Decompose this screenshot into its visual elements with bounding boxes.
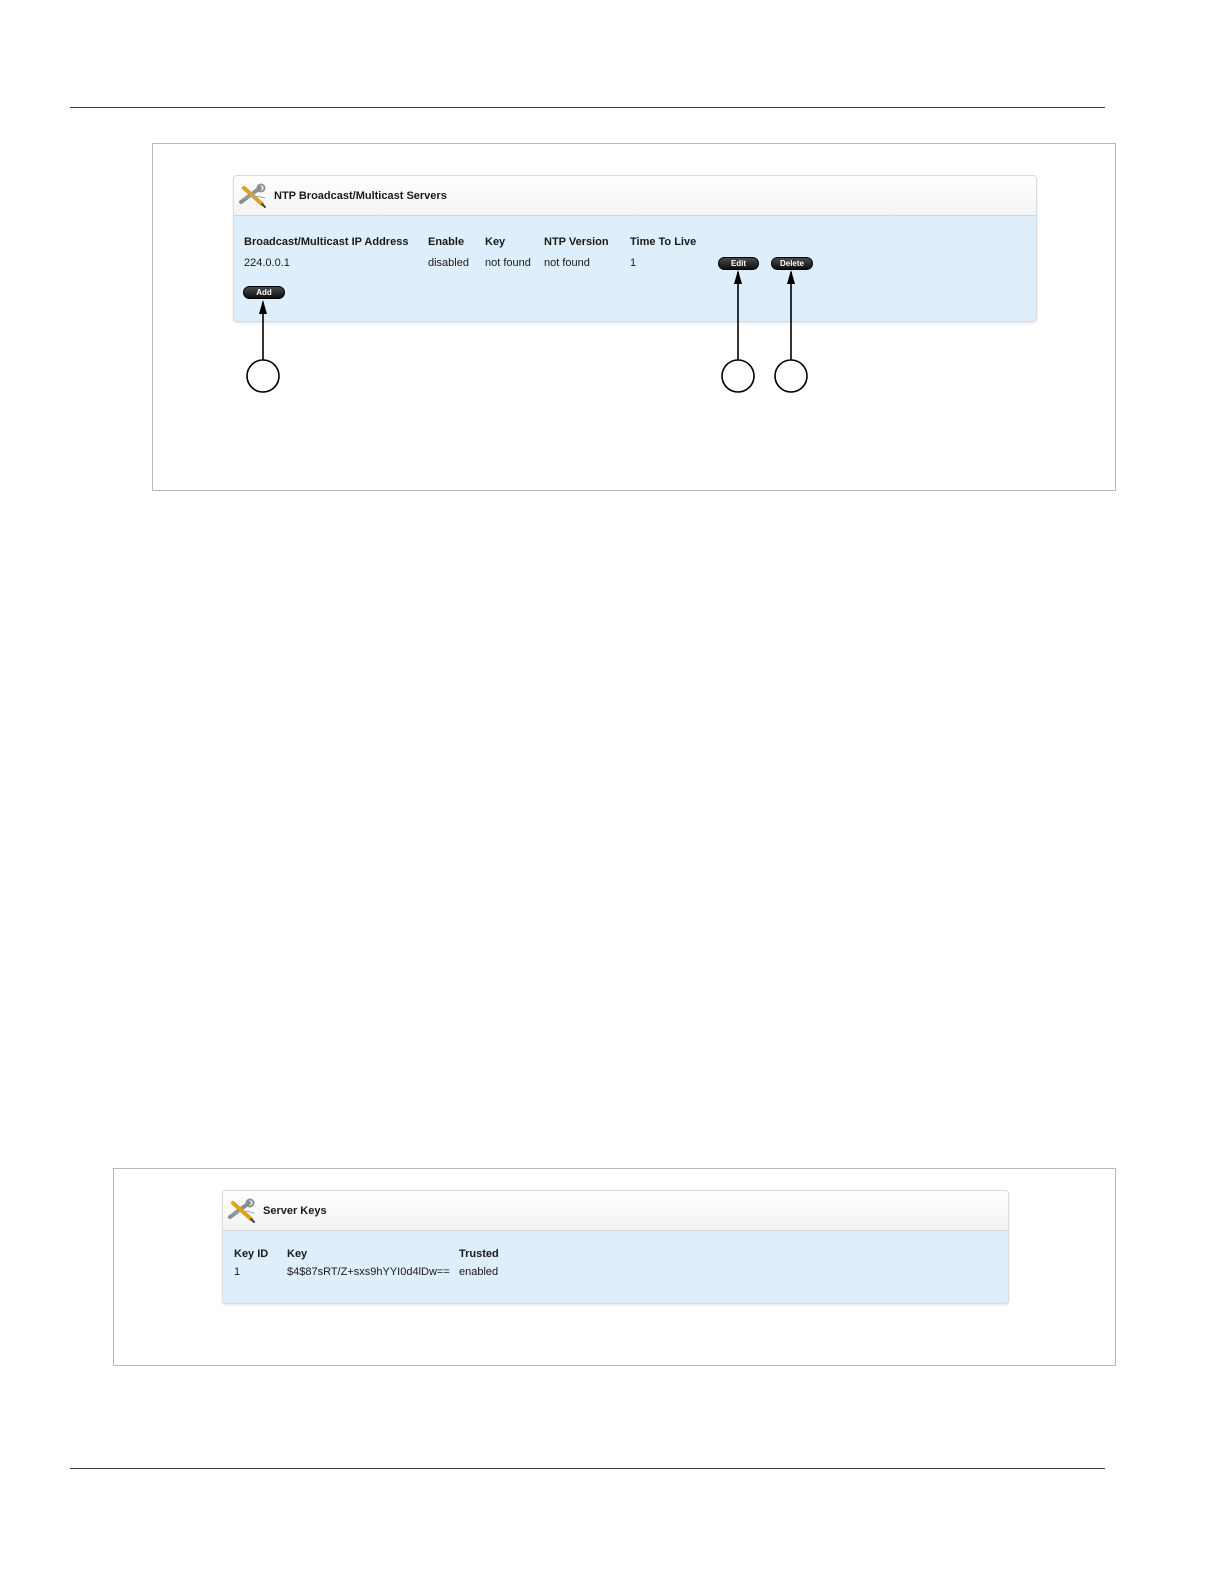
column-header-address: Broadcast/Multicast IP Address xyxy=(244,236,409,248)
panel-title: NTP Broadcast/Multicast Servers xyxy=(274,189,447,202)
column-header-enable: Enable xyxy=(428,236,465,248)
column-header-key: Key xyxy=(485,236,506,248)
add-button[interactable]: Add xyxy=(243,286,285,299)
panel-body xyxy=(234,216,1036,320)
column-header-key-id: Key ID xyxy=(234,1248,269,1260)
column-header-key: Key xyxy=(287,1248,308,1260)
panel-body xyxy=(223,1231,1008,1302)
column-header-trusted: Trusted xyxy=(459,1248,499,1260)
delete-button[interactable]: Delete xyxy=(771,257,813,270)
panel-header xyxy=(234,176,1036,216)
edit-button[interactable]: Edit xyxy=(718,257,759,270)
column-header-ttl: Time To Live xyxy=(630,236,697,248)
tool-wrench-pencil-icon xyxy=(238,182,268,210)
cell-ttl: 1 xyxy=(630,257,637,269)
column-header-ntp-version: NTP Version xyxy=(544,236,609,248)
cell-key: $4$87sRT/Z+sxs9hYYI0d4lDw== xyxy=(287,1266,450,1278)
cell-enable: disabled xyxy=(428,257,469,269)
panel-title: Server Keys xyxy=(263,1204,327,1217)
cell-key-id: 1 xyxy=(234,1266,241,1278)
server-keys-panel xyxy=(222,1190,1009,1304)
ntp-broadcast-multicast-panel xyxy=(233,175,1037,322)
cell-trusted: enabled xyxy=(459,1266,499,1278)
header-rule xyxy=(70,107,1105,108)
cell-address: 224.0.0.1 xyxy=(244,257,290,269)
cell-ntp-version: not found xyxy=(544,257,590,269)
cell-key: not found xyxy=(485,257,531,269)
panel-header xyxy=(223,1191,1008,1231)
tool-wrench-pencil-icon xyxy=(227,1197,257,1225)
footer-rule xyxy=(70,1468,1105,1469)
